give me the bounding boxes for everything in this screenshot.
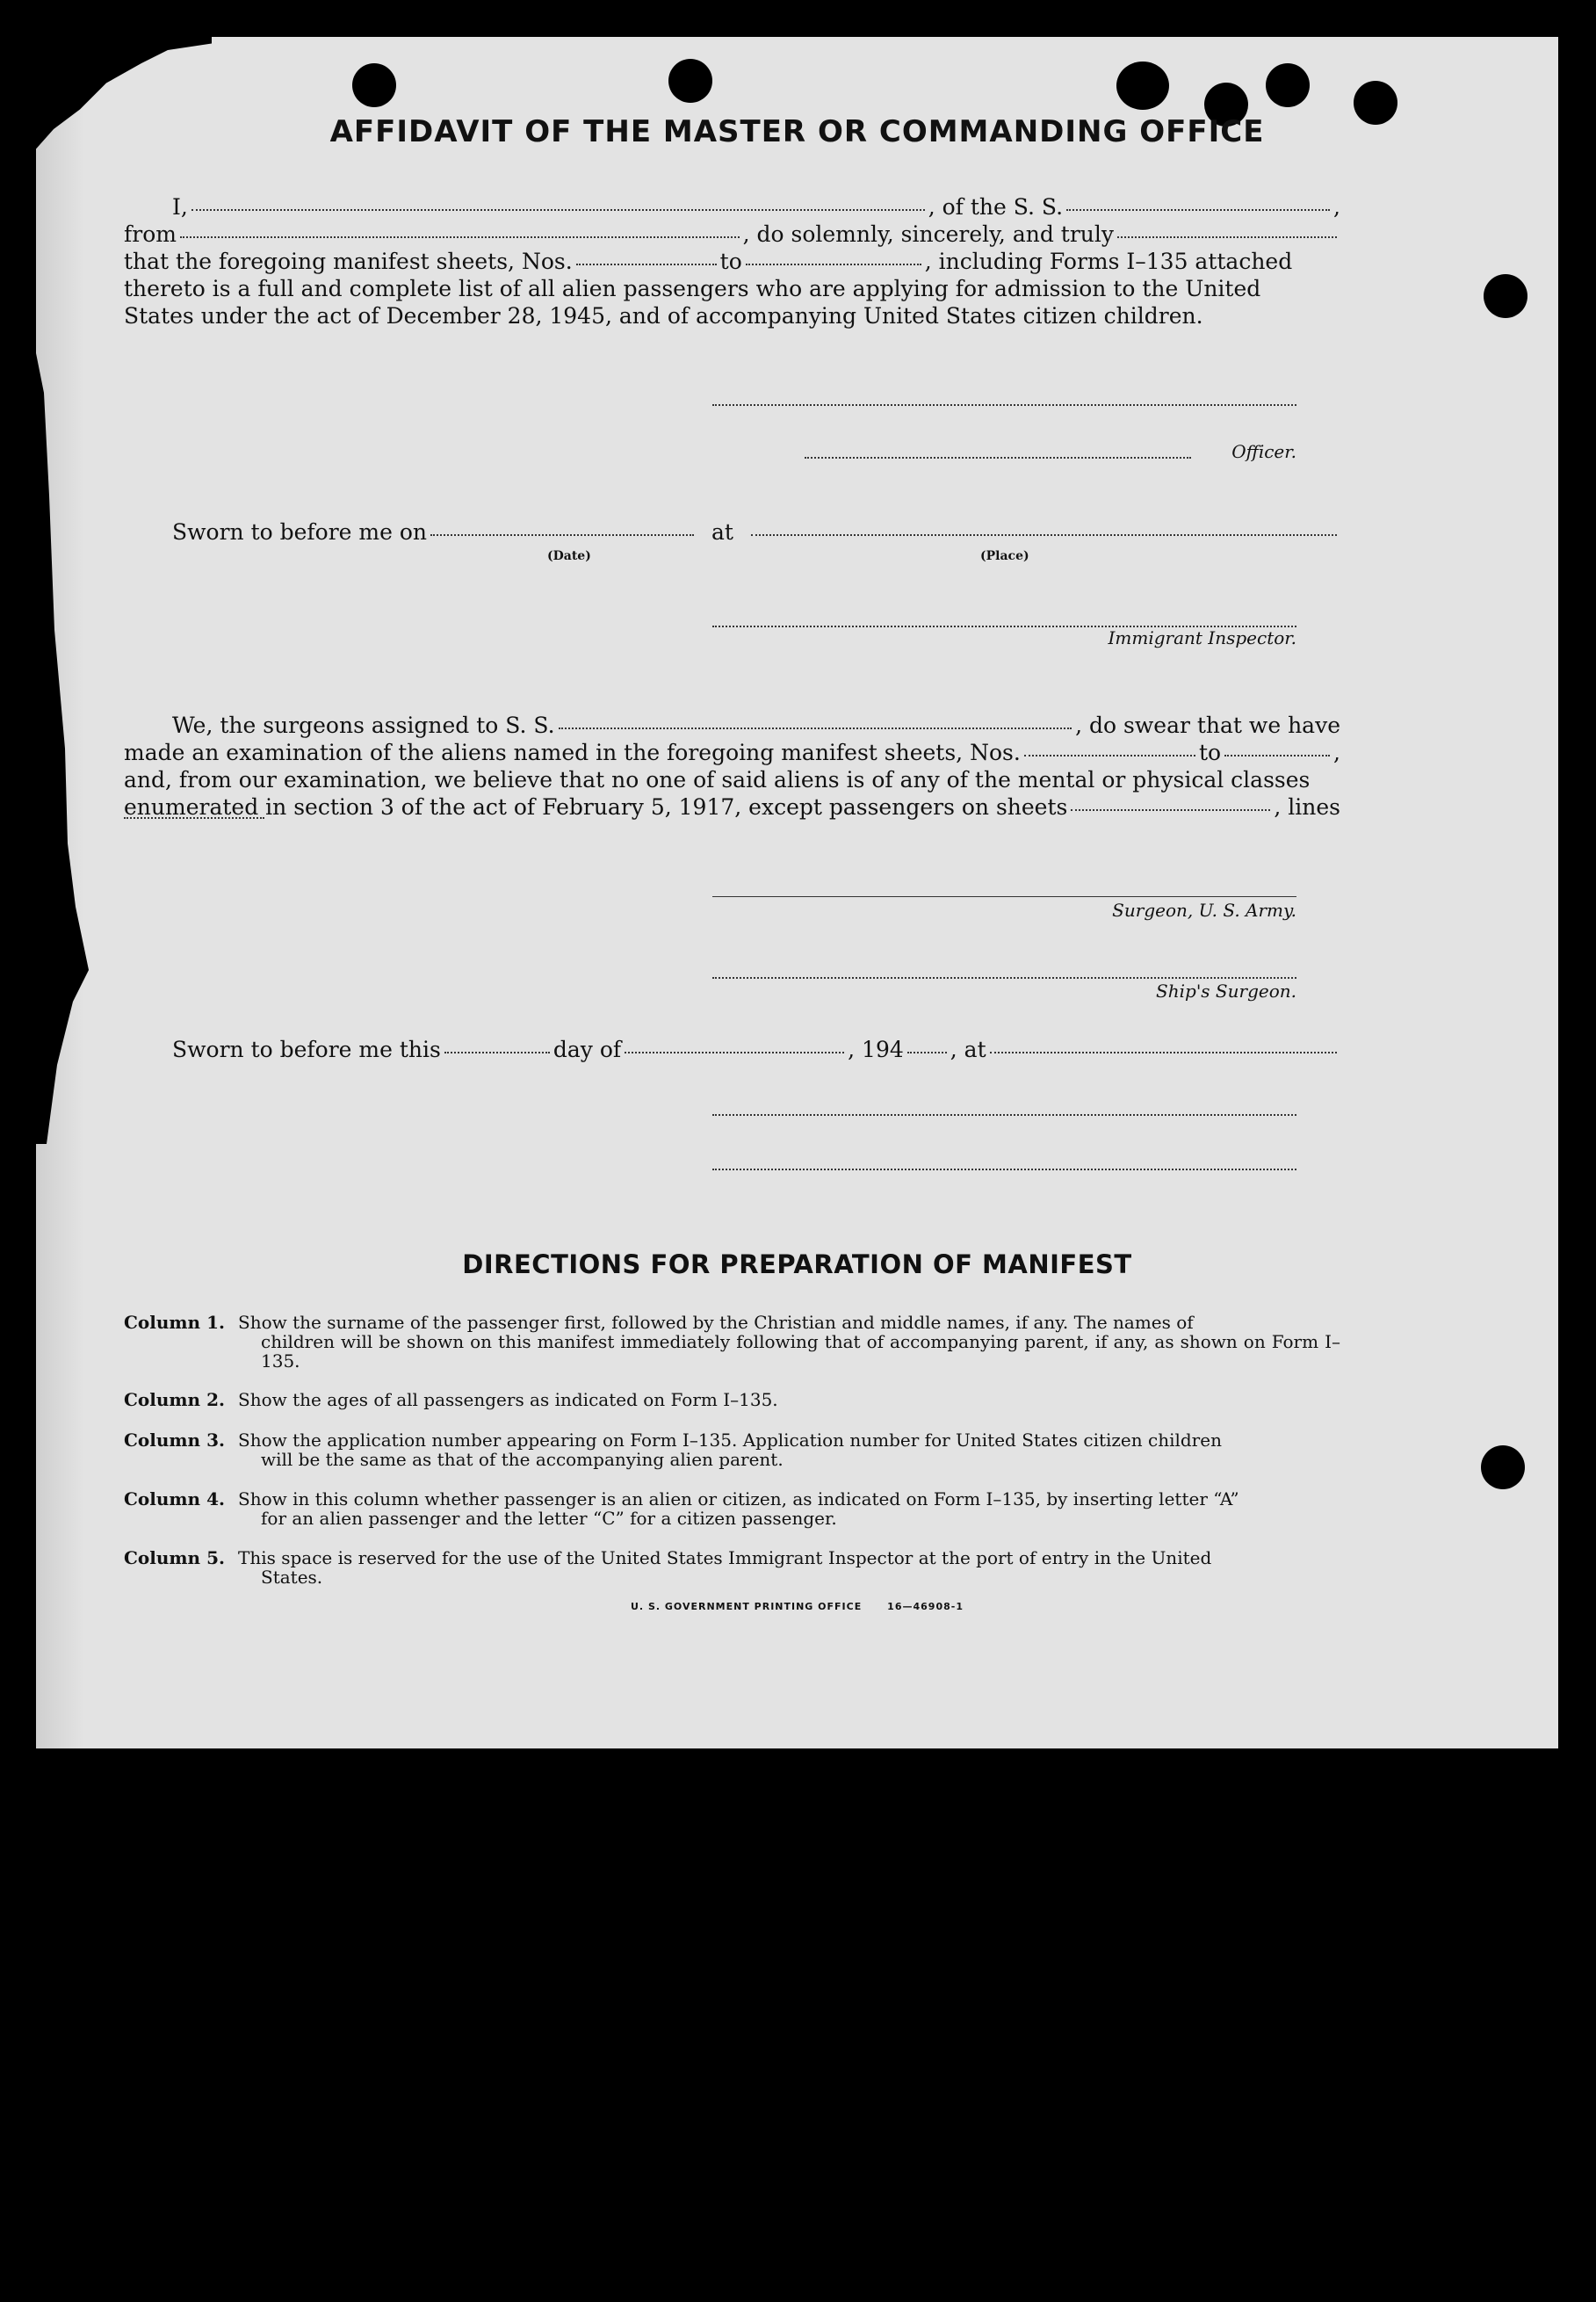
column-text: Show the application number appearing on Form I–135. Application number for United States citizen children xyxy=(238,1430,1222,1451)
sworn-before-me-on xyxy=(124,518,1340,546)
affidavit-line4: thereto is a full and complete list of all alien passengers who are applying for admission to the United xyxy=(124,276,1261,301)
sworn-month-field[interactable] xyxy=(625,1052,844,1053)
army-surgeon-line[interactable] xyxy=(712,896,1296,897)
affidavit-to: to xyxy=(719,249,742,274)
sworn2-place-field[interactable] xyxy=(990,1052,1337,1053)
torn-edge xyxy=(36,353,89,1144)
affidavit-i: I, xyxy=(172,194,188,220)
sworn-year-field[interactable] xyxy=(907,1052,947,1053)
column-text: Show the ages of all passengers as indicated on Form I–135. xyxy=(238,1389,778,1410)
column-label: Column 3. xyxy=(124,1430,225,1451)
army-surgeon-label: Surgeon, U. S. Army. xyxy=(1112,900,1296,921)
punch-hole xyxy=(668,59,712,103)
officer-label: Officer. xyxy=(1231,441,1296,462)
sworn1-text: Sworn to before me on xyxy=(172,519,428,545)
surgeons-line1: We, the surgeons assigned to S. S. xyxy=(172,713,555,738)
surgeons-lines: , lines xyxy=(1274,794,1340,820)
column-label: Column 1. xyxy=(124,1312,225,1333)
punch-hole xyxy=(1266,63,1310,107)
column-text: Show in this column whether passenger is an alien or citizen, as indicated on Form I–135, by inserting letter “A” xyxy=(238,1488,1239,1509)
sworn-place-field[interactable] xyxy=(751,534,1337,536)
column-text-cont: will be the same as that of the accompanying alien parent. xyxy=(261,1449,784,1470)
surgeons-paragraph xyxy=(124,712,1340,822)
punch-hole xyxy=(1116,62,1169,110)
affidavit-solemnly: , do solemnly, sincerely, and truly xyxy=(742,221,1114,247)
from-field[interactable] xyxy=(180,236,740,238)
sworn2-year: , 194 xyxy=(848,1037,904,1062)
sworn2-day-of: day of xyxy=(552,1037,622,1062)
column-label: Column 2. xyxy=(124,1389,225,1410)
sworn-day-field[interactable] xyxy=(444,1052,550,1053)
affidavit-comma: , xyxy=(1333,194,1340,220)
ship-field[interactable] xyxy=(1066,209,1330,211)
place-caption: (Place) xyxy=(980,549,1029,563)
column-1-direction xyxy=(124,1313,1340,1371)
surgeon-ship-field[interactable] xyxy=(559,728,1072,729)
form-page xyxy=(36,37,1558,1748)
surgeons-line4: enumerated in section 3 of the act of February 5, 1917, except passengers on sheets xyxy=(124,794,1068,820)
column-label: Column 4. xyxy=(124,1488,225,1509)
affidavit-title: AFFIDAVIT OF THE MASTER OR COMMANDING OFFICE xyxy=(329,114,1265,149)
surgeon-sheet-to-field[interactable] xyxy=(1224,755,1330,756)
surgeons-comma: , xyxy=(1333,740,1340,765)
column-label: Column 5. xyxy=(124,1547,225,1568)
column-text: This space is reserved for the use of the United States Immigrant Inspector at the port of entry in the United xyxy=(238,1547,1212,1568)
sworn-before-me-this xyxy=(124,1036,1340,1063)
officer-signature-line[interactable] xyxy=(805,457,1191,459)
name-field[interactable] xyxy=(191,209,925,211)
sworn2-text: Sworn to before me this xyxy=(172,1037,441,1062)
surgeons-to: to xyxy=(1198,740,1222,765)
sworn1-at: at xyxy=(711,519,733,545)
sworn2-title-line[interactable] xyxy=(712,1169,1296,1170)
affidavit-ship-text: , of the S. S. xyxy=(928,194,1064,220)
affidavit-from: from xyxy=(124,221,177,247)
sheet-from-field[interactable] xyxy=(576,264,717,265)
column-text: Show the surname of the passenger first, followed by the Christian and middle names, if any. The names of xyxy=(238,1312,1194,1333)
column-text-cont: children will be shown on this manifest immediately following that of accompanying parent, if any, as shown on Form I–135. xyxy=(261,1331,1340,1372)
column-text-cont: States. xyxy=(261,1567,323,1588)
date-caption: (Date) xyxy=(547,549,591,563)
swear-field[interactable] xyxy=(1117,236,1337,238)
punch-hole xyxy=(1481,1445,1525,1489)
punch-hole xyxy=(352,63,396,107)
ship-surgeon-line[interactable] xyxy=(712,977,1296,979)
column-3-direction xyxy=(124,1430,1340,1469)
column-5-direction xyxy=(124,1548,1340,1587)
ship-surgeon-label: Ship's Surgeon. xyxy=(1156,981,1296,1002)
sworn-date-field[interactable] xyxy=(430,534,694,536)
column-4-direction xyxy=(124,1489,1340,1528)
affidavit-sheets-text: that the foregoing manifest sheets, Nos. xyxy=(124,249,573,274)
surgeon-sheet-from-field[interactable] xyxy=(1024,755,1195,756)
affidavit-forms-text: , including Forms I–135 attached xyxy=(924,249,1293,274)
affidavit-paragraph xyxy=(124,193,1340,329)
sworn2-at: , at xyxy=(950,1037,986,1062)
signature-line[interactable] xyxy=(712,404,1296,406)
printing-office-footer: U. S. GOVERNMENT PRINTING OFFICE 16—46908-1 xyxy=(631,1601,964,1612)
surgeons-line2: made an examination of the aliens named in the foregoing manifest sheets, Nos. xyxy=(124,740,1021,765)
column-2-direction xyxy=(124,1390,1340,1409)
surgeons-swear: , do swear that we have xyxy=(1075,713,1340,738)
directions-title: DIRECTIONS FOR PREPARATION OF MANIFEST xyxy=(462,1249,1132,1279)
surgeons-line3: and, from our examination, we believe that no one of said aliens is of any of the mental or physical classes xyxy=(124,767,1311,793)
except-sheets-field[interactable] xyxy=(1071,809,1270,811)
sheet-to-field[interactable] xyxy=(746,264,921,265)
sworn2-signature-line[interactable] xyxy=(712,1114,1296,1116)
affidavit-line5: States under the act of December 28, 1945, and of accompanying United States citizen children. xyxy=(124,303,1203,329)
punch-hole xyxy=(1484,274,1527,318)
column-text-cont: for an alien passenger and the letter “C” for a citizen passenger. xyxy=(261,1508,837,1529)
lines-field[interactable] xyxy=(124,817,264,819)
inspector-label: Immigrant Inspector. xyxy=(1108,627,1296,648)
